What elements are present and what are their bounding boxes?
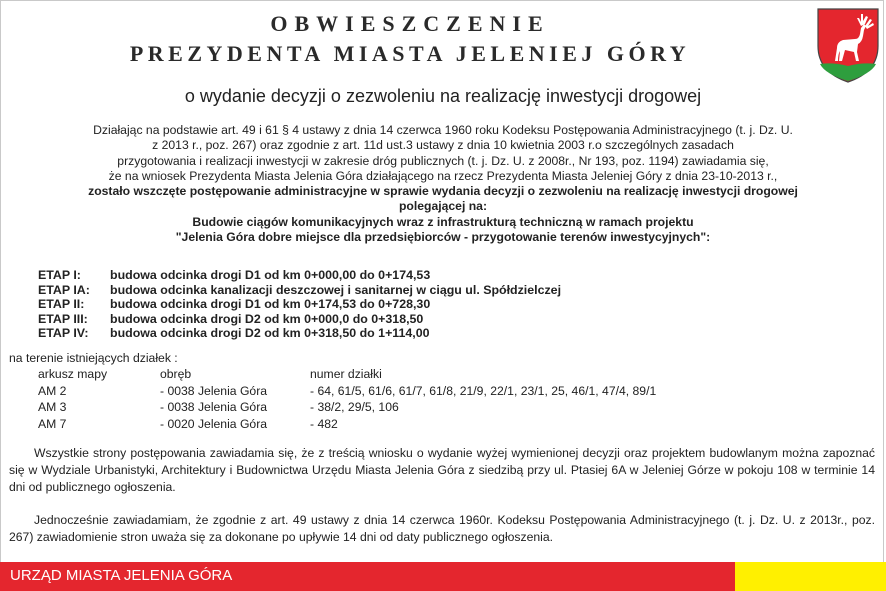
- project-title-line: "Jelenia Góra dobre miejsce dla przedsiębiorców - przygotowanie terenów inwestycyjnych":: [175, 230, 711, 245]
- intro-line: przygotowania i realizacji inwestycji w zakresie dróg publicznych (t. j. Dz. U. z 2008r., Nr 193, poz. 1194) zawiadamia się,: [117, 153, 769, 168]
- etap-text: budowa odcinka drogi D2 od km 0+000,0 do 0+318,50: [110, 311, 424, 326]
- deer-crest-icon: [815, 6, 881, 84]
- project-name-line: Budowie ciągów komunikacyjnych wraz z infrastrukturą techniczną w ramach projektu: [192, 214, 694, 229]
- table-row: [38, 383, 656, 400]
- etap-label: ETAP III:: [38, 311, 88, 326]
- plots-intro: na terenie istniejących działek :: [9, 351, 178, 365]
- column-header-precinct: obręb: [160, 367, 192, 381]
- column-header-map: arkusz mapy: [38, 367, 108, 381]
- cell-numbers: - 38/2, 29/5, 106: [310, 400, 399, 414]
- column-header-numbers: numer działki: [310, 367, 382, 381]
- cell-map: AM 2: [38, 383, 67, 398]
- cell-map: AM 7: [38, 416, 67, 431]
- intro-line: Działając na podstawie art. 49 i 61 § 4 ustawy z dnia 14 czerwca 1960 roku Kodeksu Postępowania Administracyjnego (t. j. Dz. U.: [93, 123, 793, 137]
- intro-line: z 2013 r., poz. 267) oraz zgodnie z art. 11d ust.3 ustawy z dnia 10 kwietnia 2003 r.o szczególnych zasadach: [152, 138, 734, 153]
- etap-label: ETAP IA:: [38, 282, 90, 297]
- etap-label: ETAP II:: [38, 297, 85, 312]
- paragraph-notification: Jednocześnie zawiadamiam, że zgodnie z art. 49 ustawy z dnia 14 czerwca 1960r. Kodeksu Postępowania Administracyjnego (t. j. Dz. U. z 2013r., poz. 267) zawiadomienie stron uważa się za dokonane po upływie 14 dni od daty publicznego ogłoszenia.: [9, 513, 875, 544]
- etap-label: ETAP IV:: [38, 326, 89, 341]
- etap-row: [38, 283, 561, 298]
- intro-line-bold: zostało wszczęte postępowanie administracyjne w sprawie wydania decyzji o zezwoleniu na realizację inwestycji drogowej: [88, 184, 798, 199]
- cell-precinct: - 0020 Jelenia Góra: [160, 416, 268, 431]
- etap-row: [38, 312, 561, 327]
- etap-label: ETAP I:: [38, 268, 81, 282]
- table-row: [38, 399, 656, 416]
- cell-map: AM 3: [38, 400, 67, 414]
- intro-block: [8, 123, 878, 245]
- etap-text: budowa odcinka drogi D1 od km 0+000,00 do 0+174,53: [110, 268, 431, 282]
- cell-numbers: - 482: [310, 416, 338, 431]
- cell-precinct: - 0038 Jelenia Góra: [160, 400, 268, 414]
- plots-table: [38, 366, 656, 432]
- footer-office-name: URZĄD MIASTA JELENIA GÓRA: [10, 567, 233, 584]
- title-line-2: PREZYDENTA MIASTA JELENIEJ GÓRY: [129, 41, 691, 66]
- etap-text: budowa odcinka drogi D2 od km 0+318,50 do 1+114,00: [110, 326, 430, 341]
- etap-row: [38, 297, 561, 312]
- etap-list: [38, 268, 561, 341]
- subtitle: o wydanie decyzji o zezwoleniu na realizację inwestycji drogowej: [184, 86, 702, 106]
- intro-line: że na wniosek Prezydenta Miasta Jelenia Góra działającego na rzecz Prezydenta Miasta Jeleniej Góry z dnia 23-10-2013 r.,: [108, 168, 778, 183]
- title-line-1: OBWIESZCZENIE: [270, 11, 550, 36]
- intro-line-bold: polegającej na:: [398, 199, 488, 214]
- plots-header-row: [38, 366, 656, 383]
- etap-text: budowa odcinka drogi D1 od km 0+174,53 do 0+728,30: [110, 297, 431, 312]
- etap-row: [38, 268, 561, 283]
- cell-numbers: - 64, 61/5, 61/6, 61/7, 61/8, 21/9, 22/1, 23/1, 25, 46/1, 47/4, 89/1: [310, 383, 657, 398]
- cell-precinct: - 0038 Jelenia Góra: [160, 383, 268, 398]
- etap-text: budowa odcinka kanalizacji deszczowej i sanitarnej w ciągu ul. Spółdzielczej: [110, 282, 562, 297]
- footer-yellow-bar: [735, 562, 886, 591]
- paragraph-inspection: Wszystkie strony postępowania zawiadamia się, że z treścią wniosku o wydanie wyżej wymienionej decyzji oraz projektem budowlanym można zapoznać się w Wydziale Urbanistyki, Architektury i Budownictwa Urzędu Miasta Jelenia Góra z siedzibą przy ul. Ptasiej 6A w Jeleniej Górze w pokoju 108 w terminie 14 dni od publicznego ogłoszenia.: [9, 446, 875, 494]
- table-row: [38, 416, 656, 433]
- etap-row: [38, 326, 561, 341]
